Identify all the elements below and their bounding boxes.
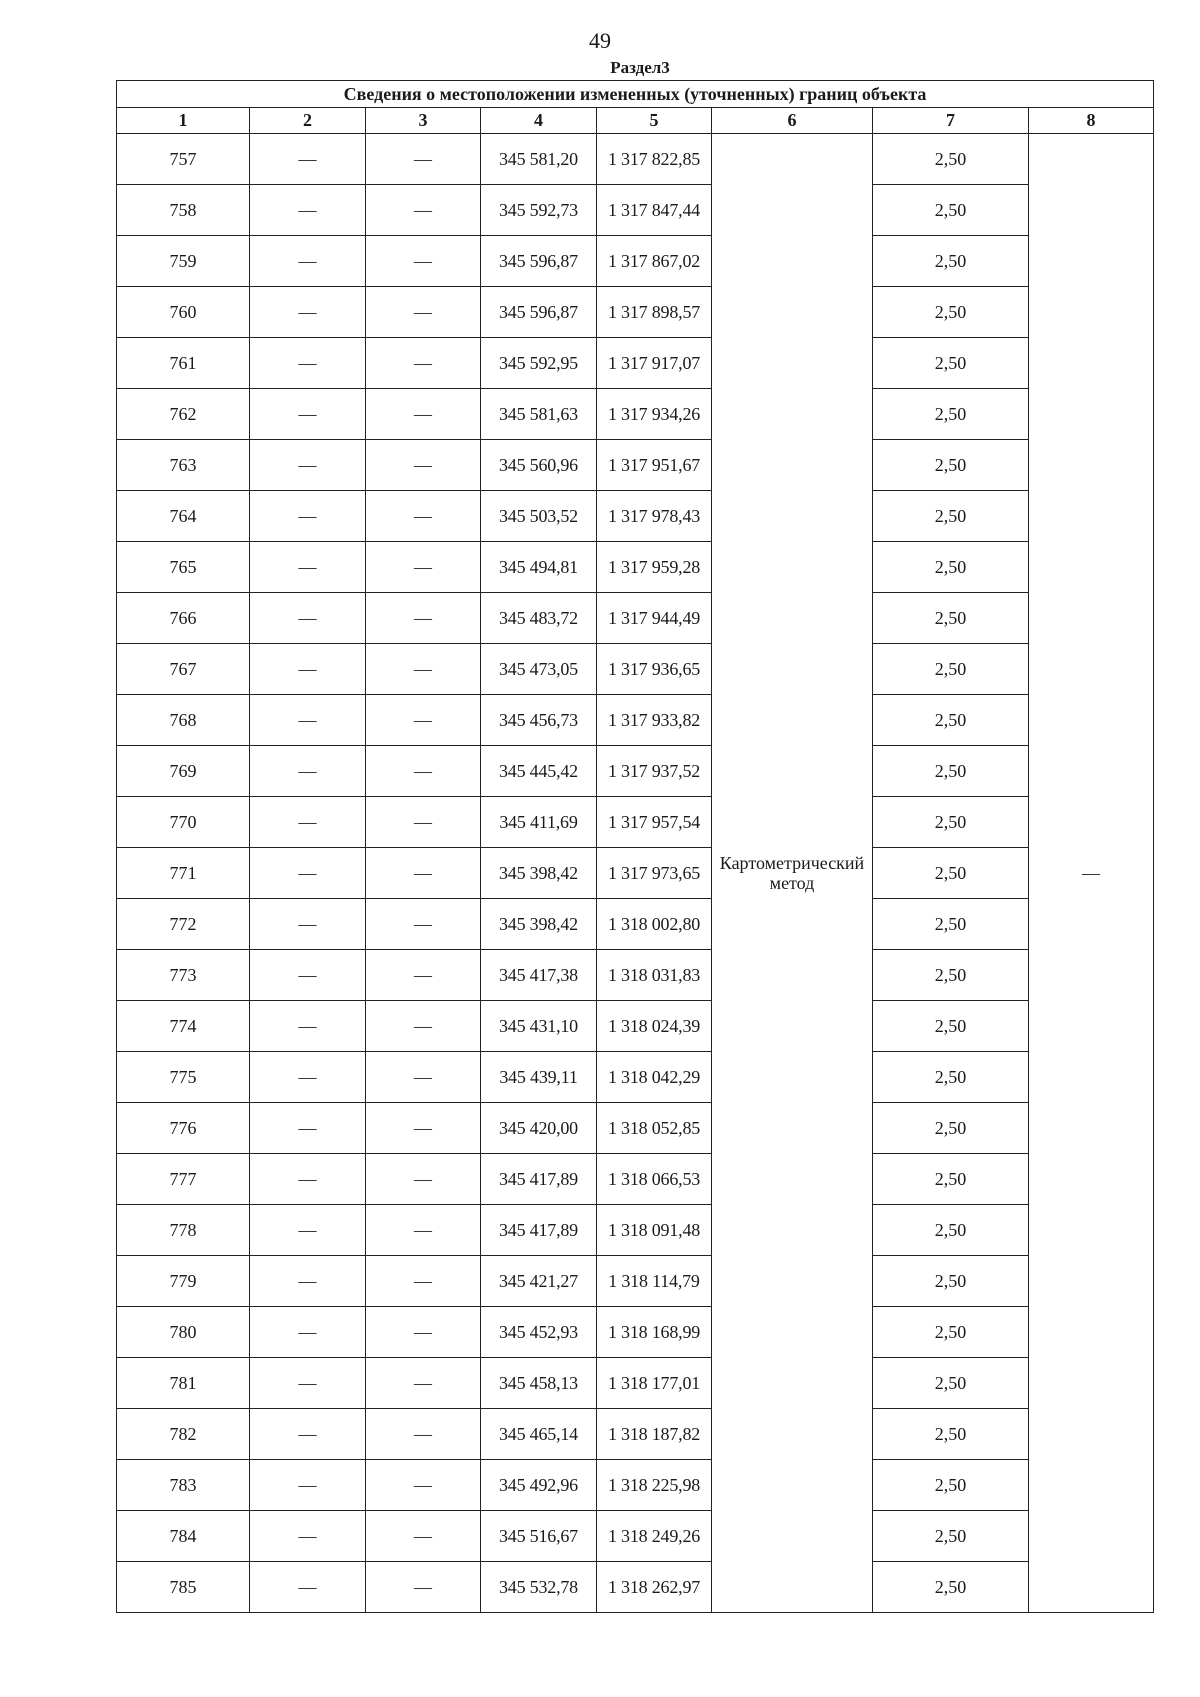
x-coordinate-cell: 345 581,20 [481,134,597,185]
x-coordinate-cell: 345 417,89 [481,1205,597,1256]
dash-cell: — [250,1460,366,1511]
dash-cell: — [250,1358,366,1409]
column-number: 3 [366,108,481,134]
x-coordinate-cell: 345 581,63 [481,389,597,440]
y-coordinate-cell: 1 317 973,65 [597,848,712,899]
dash-cell: — [366,644,481,695]
table-row [117,236,1154,287]
table-row [117,134,1154,185]
point-number-cell: 783 [117,1460,250,1511]
dash-cell: — [250,695,366,746]
y-coordinate-cell: 1 318 168,99 [597,1307,712,1358]
table-row [117,1205,1154,1256]
y-coordinate-cell: 1 318 177,01 [597,1358,712,1409]
dash-cell: — [250,338,366,389]
dash-cell: — [366,338,481,389]
dash-cell: — [250,1409,366,1460]
precision-cell: 2,50 [873,1205,1029,1256]
point-number-cell: 766 [117,593,250,644]
x-coordinate-cell: 345 452,93 [481,1307,597,1358]
precision-cell: 2,50 [873,389,1029,440]
y-coordinate-cell: 1 318 002,80 [597,899,712,950]
dash-cell: — [250,1307,366,1358]
table-row [117,1562,1154,1613]
column-number: 7 [873,108,1029,134]
dash-cell: — [250,542,366,593]
precision-cell: 2,50 [873,338,1029,389]
point-number-cell: 782 [117,1409,250,1460]
y-coordinate-cell: 1 317 936,65 [597,644,712,695]
point-number-cell: 775 [117,1052,250,1103]
y-coordinate-cell: 1 317 933,82 [597,695,712,746]
point-number-cell: 768 [117,695,250,746]
precision-cell: 2,50 [873,440,1029,491]
dash-cell: — [366,1103,481,1154]
table-row [117,542,1154,593]
dash-cell: — [366,1205,481,1256]
table-caption-row [117,81,1154,108]
point-number-cell: 764 [117,491,250,542]
table-body [117,134,1154,1613]
y-coordinate-cell: 1 318 114,79 [597,1256,712,1307]
dash-cell: — [366,1358,481,1409]
y-coordinate-cell: 1 317 822,85 [597,134,712,185]
x-coordinate-cell: 345 439,11 [481,1052,597,1103]
y-coordinate-cell: 1 318 052,85 [597,1103,712,1154]
x-coordinate-cell: 345 417,38 [481,950,597,1001]
precision-cell: 2,50 [873,797,1029,848]
dash-cell: — [250,1154,366,1205]
table-row [117,899,1154,950]
point-number-cell: 785 [117,1562,250,1613]
y-coordinate-cell: 1 317 917,07 [597,338,712,389]
dash-cell: — [366,134,481,185]
boundary-coordinates-table [116,80,1154,1613]
point-number-cell: 779 [117,1256,250,1307]
dash-cell: — [250,1103,366,1154]
dash-cell: — [366,1460,481,1511]
precision-cell: 2,50 [873,950,1029,1001]
table-row [117,185,1154,236]
precision-cell: 2,50 [873,542,1029,593]
dash-cell: — [366,389,481,440]
precision-cell: 2,50 [873,848,1029,899]
precision-cell: 2,50 [873,1154,1029,1205]
x-coordinate-cell: 345 431,10 [481,1001,597,1052]
x-coordinate-cell: 345 596,87 [481,287,597,338]
precision-cell: 2,50 [873,593,1029,644]
x-coordinate-cell: 345 494,81 [481,542,597,593]
x-coordinate-cell: 345 398,42 [481,899,597,950]
precision-cell: 2,50 [873,134,1029,185]
y-coordinate-cell: 1 318 187,82 [597,1409,712,1460]
table-row [117,1052,1154,1103]
precision-cell: 2,50 [873,491,1029,542]
x-coordinate-cell: 345 456,73 [481,695,597,746]
point-number-cell: 759 [117,236,250,287]
dash-cell: — [250,746,366,797]
table-row [117,338,1154,389]
dash-cell: — [366,797,481,848]
table-row [117,1409,1154,1460]
x-coordinate-cell: 345 596,87 [481,236,597,287]
x-coordinate-cell: 345 445,42 [481,746,597,797]
y-coordinate-cell: 1 317 944,49 [597,593,712,644]
x-coordinate-cell: 345 411,69 [481,797,597,848]
table-row [117,848,1154,899]
y-coordinate-cell: 1 317 937,52 [597,746,712,797]
dash-cell: — [250,185,366,236]
column-number: 5 [597,108,712,134]
precision-cell: 2,50 [873,236,1029,287]
dash-cell: — [366,746,481,797]
precision-cell: 2,50 [873,1103,1029,1154]
dash-cell: — [366,1307,481,1358]
precision-cell: 2,50 [873,1358,1029,1409]
x-coordinate-cell: 345 465,14 [481,1409,597,1460]
point-number-cell: 780 [117,1307,250,1358]
point-number-cell: 758 [117,185,250,236]
table-row [117,287,1154,338]
method-cell: Картометрический метод [712,134,873,1613]
dash-cell: — [250,236,366,287]
dash-cell: — [366,1511,481,1562]
dash-cell: — [366,491,481,542]
x-coordinate-cell: 345 483,72 [481,593,597,644]
dash-cell: — [250,389,366,440]
dash-cell: — [250,899,366,950]
y-coordinate-cell: 1 318 091,48 [597,1205,712,1256]
table-row [117,1511,1154,1562]
x-coordinate-cell: 345 420,00 [481,1103,597,1154]
page-number: 49 [589,28,611,53]
point-number-cell: 760 [117,287,250,338]
precision-cell: 2,50 [873,1562,1029,1613]
table-row [117,440,1154,491]
dash-cell: — [250,1052,366,1103]
precision-cell: 2,50 [873,1307,1029,1358]
point-number-cell: 773 [117,950,250,1001]
table-row [117,389,1154,440]
x-coordinate-cell: 345 398,42 [481,848,597,899]
point-number-cell: 763 [117,440,250,491]
point-number-cell: 762 [117,389,250,440]
table-row [117,1460,1154,1511]
y-coordinate-cell: 1 317 847,44 [597,185,712,236]
y-coordinate-cell: 1 317 957,54 [597,797,712,848]
dash-cell: — [366,899,481,950]
dash-cell: — [250,1205,366,1256]
dash-cell: — [366,236,481,287]
dash-cell: — [366,950,481,1001]
dash-cell: — [250,1256,366,1307]
table-row [117,593,1154,644]
table-row [117,746,1154,797]
y-coordinate-cell: 1 318 262,97 [597,1562,712,1613]
table-row [117,1001,1154,1052]
dash-cell: — [366,1562,481,1613]
point-number-cell: 769 [117,746,250,797]
dash-cell: — [366,1052,481,1103]
dash-cell: — [250,440,366,491]
point-number-cell: 770 [117,797,250,848]
point-number-cell: 757 [117,134,250,185]
dash-cell: — [366,695,481,746]
table-row [117,695,1154,746]
y-coordinate-cell: 1 318 249,26 [597,1511,712,1562]
y-coordinate-cell: 1 318 066,53 [597,1154,712,1205]
x-coordinate-cell: 345 417,89 [481,1154,597,1205]
precision-cell: 2,50 [873,695,1029,746]
table-row [117,1358,1154,1409]
y-coordinate-cell: 1 317 867,02 [597,236,712,287]
point-number-cell: 778 [117,1205,250,1256]
dash-cell: — [250,848,366,899]
precision-cell: 2,50 [873,1409,1029,1460]
x-coordinate-cell: 345 458,13 [481,1358,597,1409]
point-number-cell: 777 [117,1154,250,1205]
table-row [117,1307,1154,1358]
point-number-cell: 781 [117,1358,250,1409]
precision-cell: 2,50 [873,287,1029,338]
table-row [117,1103,1154,1154]
precision-cell: 2,50 [873,644,1029,695]
point-number-cell: 772 [117,899,250,950]
precision-cell: 2,50 [873,1052,1029,1103]
dash-cell: — [366,185,481,236]
table-row [117,797,1154,848]
y-coordinate-cell: 1 318 024,39 [597,1001,712,1052]
dash-cell: — [250,134,366,185]
x-coordinate-cell: 345 503,52 [481,491,597,542]
dash-cell: — [366,1001,481,1052]
point-number-cell: 767 [117,644,250,695]
column-number: 4 [481,108,597,134]
dash-cell: — [250,1562,366,1613]
dash-cell: — [250,1511,366,1562]
x-coordinate-cell: 345 560,96 [481,440,597,491]
x-coordinate-cell: 345 532,78 [481,1562,597,1613]
column-number: 2 [250,108,366,134]
precision-cell: 2,50 [873,899,1029,950]
table-row [117,1256,1154,1307]
y-coordinate-cell: 1 318 225,98 [597,1460,712,1511]
dash-cell: — [366,440,481,491]
x-coordinate-cell: 345 592,95 [481,338,597,389]
x-coordinate-cell: 345 492,96 [481,1460,597,1511]
y-coordinate-cell: 1 318 031,83 [597,950,712,1001]
x-coordinate-cell: 345 592,73 [481,185,597,236]
section-title: Раздел3 [610,58,670,77]
y-coordinate-cell: 1 318 042,29 [597,1052,712,1103]
dash-cell: — [250,1001,366,1052]
column-numbers-row [117,108,1154,134]
dash-cell: — [250,491,366,542]
dash-cell: — [366,542,481,593]
dash-cell: — [250,797,366,848]
table-row [117,491,1154,542]
point-number-cell: 761 [117,338,250,389]
y-coordinate-cell: 1 317 951,67 [597,440,712,491]
point-number-cell: 771 [117,848,250,899]
precision-cell: 2,50 [873,1511,1029,1562]
dash-cell: — [366,1409,481,1460]
dash-cell: — [366,593,481,644]
precision-cell: 2,50 [873,746,1029,797]
x-coordinate-cell: 345 473,05 [481,644,597,695]
dash-cell: — [250,593,366,644]
precision-cell: 2,50 [873,1001,1029,1052]
column-number: 1 [117,108,250,134]
x-coordinate-cell: 345 421,27 [481,1256,597,1307]
y-coordinate-cell: 1 317 898,57 [597,287,712,338]
dash-cell: — [250,287,366,338]
x-coordinate-cell: 345 516,67 [481,1511,597,1562]
column-8-cell: — [1029,134,1154,1613]
dash-cell: — [366,1154,481,1205]
precision-cell: 2,50 [873,1256,1029,1307]
table-row [117,1154,1154,1205]
y-coordinate-cell: 1 317 978,43 [597,491,712,542]
column-number: 6 [712,108,873,134]
table-row [117,950,1154,1001]
precision-cell: 2,50 [873,185,1029,236]
dash-cell: — [250,950,366,1001]
point-number-cell: 776 [117,1103,250,1154]
y-coordinate-cell: 1 317 934,26 [597,389,712,440]
table-caption: Сведения о местоположении измененных (уточненных) границ объекта [117,81,1154,108]
dash-cell: — [250,644,366,695]
dash-cell: — [366,287,481,338]
precision-cell: 2,50 [873,1460,1029,1511]
dash-cell: — [366,1256,481,1307]
y-coordinate-cell: 1 317 959,28 [597,542,712,593]
table-row [117,644,1154,695]
point-number-cell: 784 [117,1511,250,1562]
point-number-cell: 774 [117,1001,250,1052]
dash-cell: — [366,848,481,899]
point-number-cell: 765 [117,542,250,593]
column-number: 8 [1029,108,1154,134]
